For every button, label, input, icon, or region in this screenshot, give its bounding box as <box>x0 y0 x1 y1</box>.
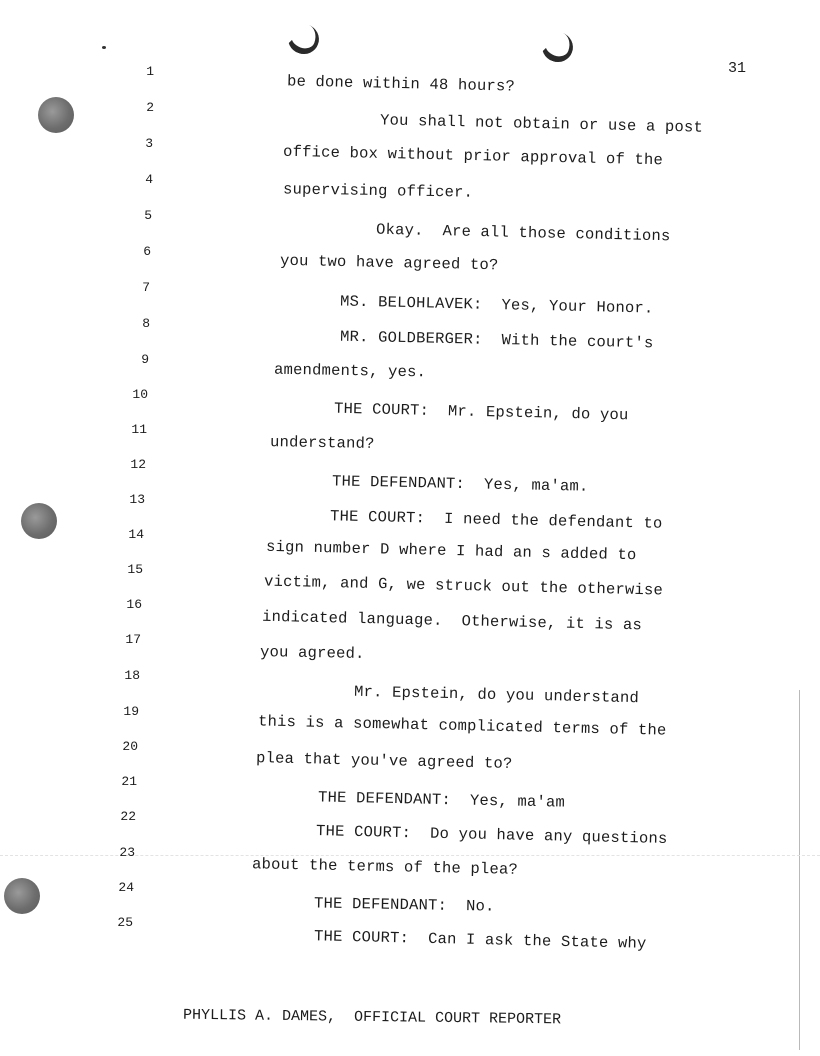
transcript-line: THE DEFENDANT: Yes, ma'am. <box>331 472 589 496</box>
line-number: 23 <box>119 845 135 860</box>
transcript-line: MS. BELOHLAVEK: Yes, Your Honor. <box>339 292 654 318</box>
line-number: 24 <box>118 880 134 895</box>
transcript-line: victim, and G, we struck out the otherwise <box>263 572 664 600</box>
line-number: 20 <box>122 739 138 754</box>
transcript-line: plea that you've agreed to? <box>255 749 513 773</box>
line-number: 19 <box>123 704 139 719</box>
line-number: 15 <box>127 562 143 577</box>
line-number: 11 <box>131 422 147 437</box>
line-number: 17 <box>125 632 141 647</box>
line-number: 8 <box>142 316 150 331</box>
transcript-line: THE COURT: Can I ask the State why <box>313 927 647 953</box>
line-number: 2 <box>146 100 154 115</box>
line-number: 22 <box>120 809 136 824</box>
transcript-line: Mr. Epstein, do you understand <box>353 682 640 708</box>
transcript-line: sign number D where I had an s added to <box>265 537 637 565</box>
clip-mark <box>284 20 323 59</box>
speck-mark <box>102 46 106 49</box>
page-edge <box>799 690 800 1050</box>
transcript-line: this is a somewhat complicated terms of the <box>257 712 667 740</box>
line-number: 12 <box>130 457 146 472</box>
transcript-line: MR. GOLDBERGER: With the court's <box>339 327 654 353</box>
punch-hole <box>4 878 40 914</box>
line-number: 14 <box>128 527 144 542</box>
page-number: 31 <box>728 60 747 77</box>
line-number: 25 <box>117 915 133 930</box>
line-number: 6 <box>143 244 151 259</box>
transcript-line: THE DEFENDANT: No. <box>313 894 495 916</box>
line-number: 9 <box>141 352 149 367</box>
transcript-line: You shall not obtain or use a post <box>379 111 704 137</box>
transcript-line: THE DEFENDANT: Yes, ma'am <box>317 788 566 812</box>
line-number: 13 <box>129 492 145 507</box>
line-number: 5 <box>144 208 152 223</box>
punch-hole <box>21 503 57 539</box>
line-number: 18 <box>124 668 140 683</box>
line-number: 1 <box>146 64 154 79</box>
line-number: 3 <box>145 136 153 151</box>
transcript-line: about the terms of the plea? <box>251 855 519 879</box>
transcript-line: office box without prior approval of the <box>282 142 664 170</box>
transcript-line: supervising officer. <box>282 180 474 202</box>
transcript-line: indicated language. Otherwise, it is as <box>261 607 643 635</box>
transcript-line: THE COURT: I need the defendant to <box>329 507 663 533</box>
court-reporter-footer: PHYLLIS A. DAMES, OFFICIAL COURT REPORTER <box>182 1006 562 1029</box>
line-number: 10 <box>132 387 148 402</box>
line-number: 16 <box>126 597 142 612</box>
transcript-line: you agreed. <box>259 643 365 663</box>
transcript-line: THE COURT: Do you have any questions <box>315 822 668 848</box>
transcript-line: be done within 48 hours? <box>286 72 516 96</box>
transcript-line: understand? <box>269 433 375 453</box>
line-number: 21 <box>121 774 137 789</box>
line-number: 4 <box>145 172 153 187</box>
transcript-line: THE COURT: Mr. Epstein, do you <box>333 399 629 425</box>
punch-hole <box>38 97 74 133</box>
transcript-line: you two have agreed to? <box>279 251 499 275</box>
clip-mark <box>538 28 577 67</box>
transcript-line: Okay. Are all those conditions <box>375 220 671 246</box>
line-number: 7 <box>142 280 150 295</box>
transcript-line: amendments, yes. <box>273 360 427 382</box>
